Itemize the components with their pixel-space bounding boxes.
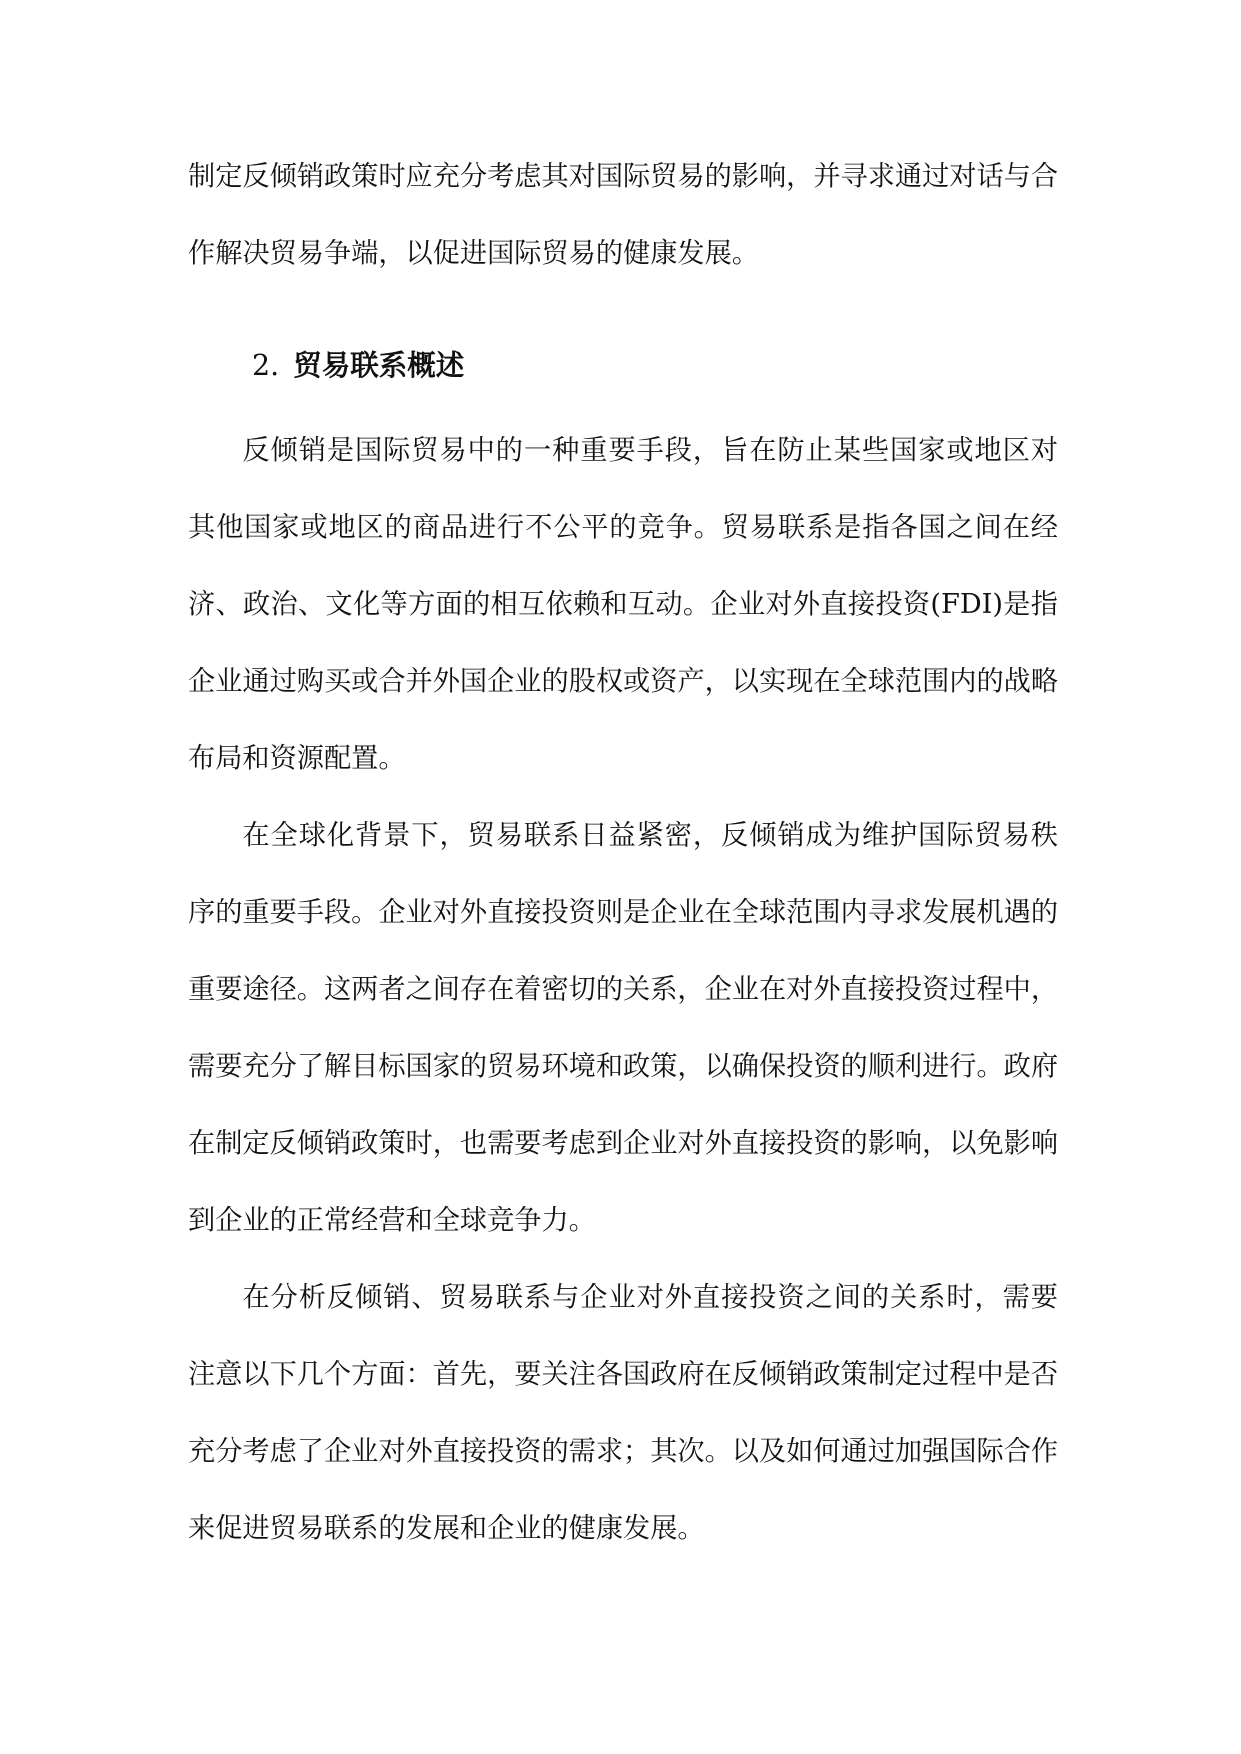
body-paragraph: 在分析反倾销、贸易联系与企业对外直接投资之间的关系时，需要注意以下几个方面：首先，要关注各国政府在反倾销政策制定过程中是否充分考虑了企业对外直接投资的需求；其次。以及如何通过加强国际合作来促进贸易联系的发展和企业的健康发展。 [188, 1282, 1059, 1544]
section-number: 2. [252, 349, 280, 382]
section-title: 贸易联系概述 [293, 349, 465, 382]
body-paragraph: 在全球化背景下，贸易联系日益紧密，反倾销成为维护国际贸易秩序的重要手段。企业对外直接投资则是企业在全球范围内寻求发展机遇的重要途径。这两者之间存在着密切的关系，企业在对外直接投资过程中，需要充分了解目标国家的贸易环境和政策，以确保投资的顺利进行。政府在制定反倾销政策时，也需要考虑到企业对外直接投资的影响，以免影响到企业的正常经营和全球竞争力。 [188, 820, 1059, 1236]
spacer [188, 396, 1058, 412]
section-heading [188, 336, 1058, 396]
spacer [188, 292, 1058, 336]
body-paragraph: 反倾销是国际贸易中的一种重要手段，旨在防止某些国家或地区对其他国家或地区的商品进行不公平的竞争。贸易联系是指各国之间在经济、政治、文化等方面的相互依赖和互动。企业对外直接投资(FDI)是指企业通过购买或合并外国企业的股权或资产，以实现在全球范围内的战略布局和资源配置。 [188, 435, 1059, 774]
document-body [188, 138, 1058, 1567]
intro-paragraph: 制定反倾销政策时应充分考虑其对国际贸易的影响，并寻求通过对话与合作解决贸易争端，以促进国际贸易的健康发展。 [188, 161, 1059, 269]
